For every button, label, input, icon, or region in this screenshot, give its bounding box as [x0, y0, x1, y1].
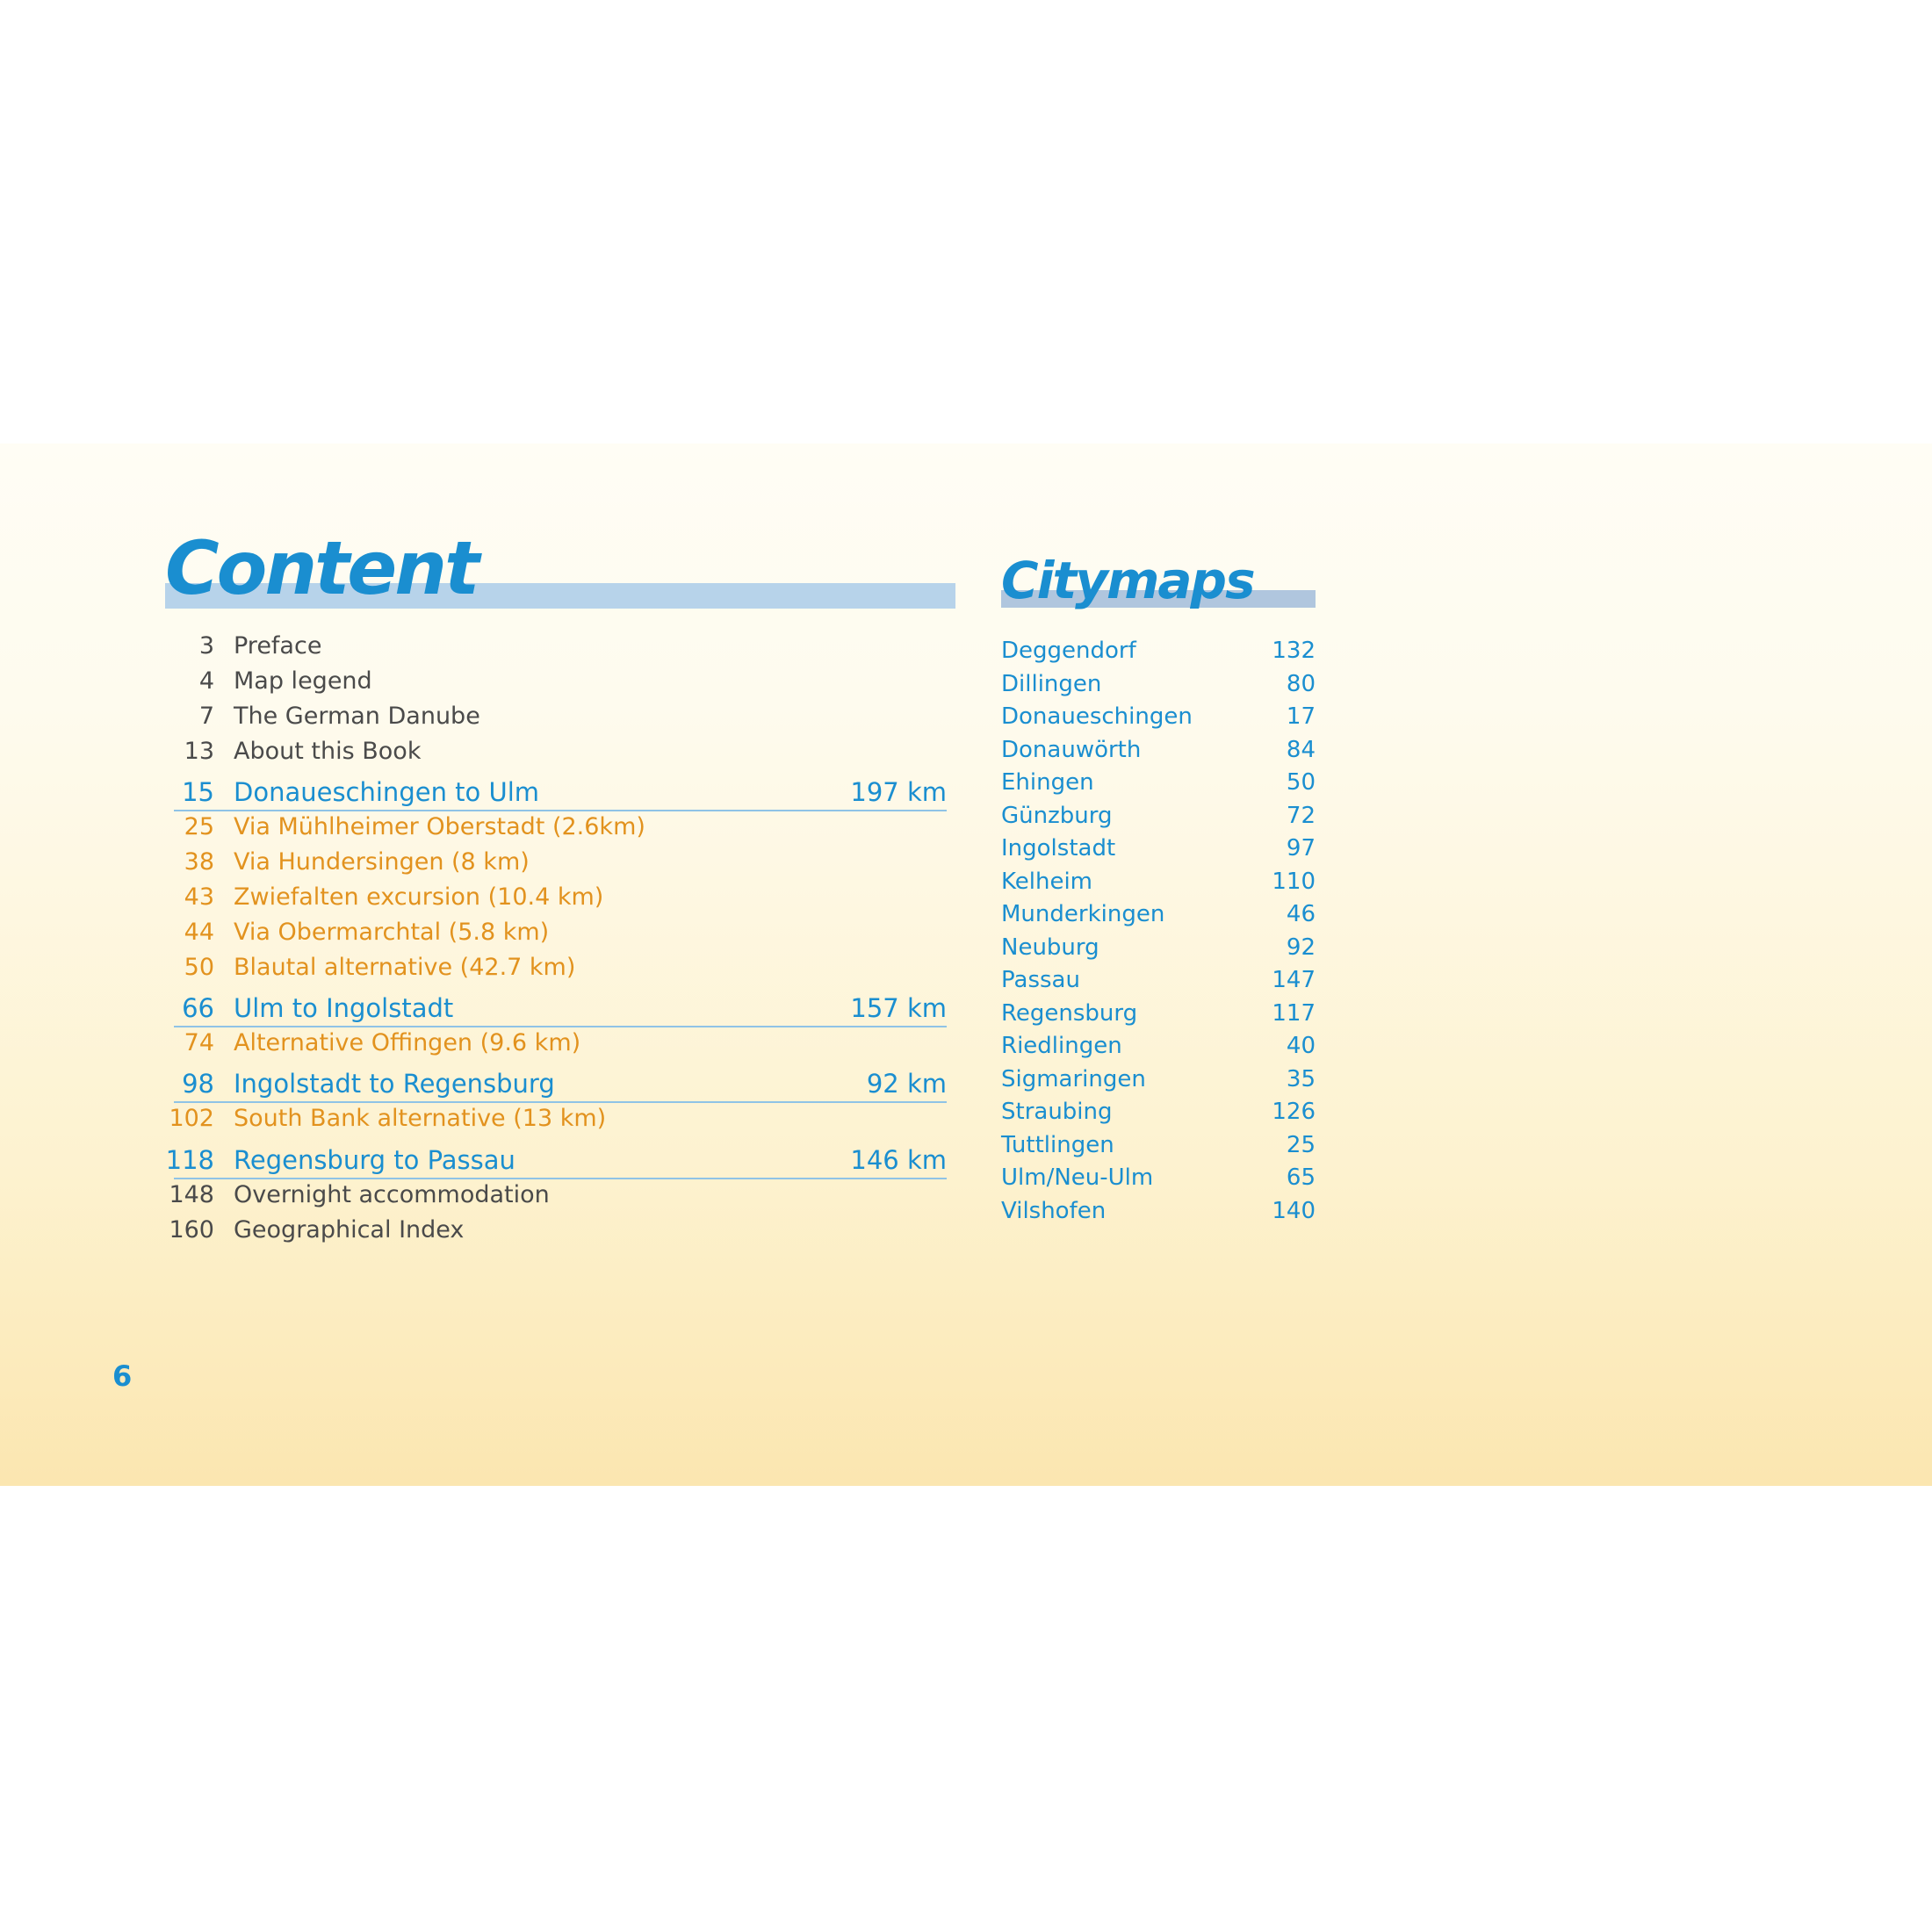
toc-title: Geographical Index: [234, 1216, 465, 1244]
toc-page-number: 66: [182, 993, 214, 1023]
toc-page-number: 43: [184, 883, 214, 911]
citymap-city: Kelheim: [1001, 868, 1092, 895]
citymap-city: Donaueschingen: [1001, 703, 1193, 730]
toc-page-number: 7: [198, 703, 214, 730]
toc-distance: 157 km: [850, 993, 947, 1023]
citymap-page: 65: [1286, 1164, 1316, 1191]
toc-title: Map legend: [234, 667, 372, 695]
citymaps-heading: Citymaps: [1001, 551, 1254, 610]
toc-row: [165, 1101, 947, 1136]
toc-title: About this Book: [234, 738, 422, 765]
citymap-city: Dillingen: [1001, 670, 1102, 697]
toc-distance: 92 km: [866, 1069, 947, 1099]
citymap-city: Straubing: [1001, 1099, 1113, 1125]
toc-title: Zwiefalten excursion (10.4 km): [234, 883, 604, 911]
toc-title: Via Hundersingen (8 km): [234, 848, 530, 876]
citymap-page: 17: [1286, 703, 1316, 730]
citymap-row: [1001, 865, 1316, 898]
citymap-row: [1001, 997, 1316, 1030]
citymap-page: 40: [1286, 1033, 1316, 1059]
toc-title: Regensburg to Passau: [234, 1145, 515, 1175]
citymap-row: [1001, 963, 1316, 997]
toc-page-number: 148: [169, 1181, 214, 1208]
citymap-page: 50: [1286, 769, 1316, 796]
toc-route-row: [165, 1143, 947, 1179]
toc-page-number: 160: [169, 1216, 214, 1244]
citymap-page: 35: [1286, 1065, 1316, 1092]
citymap-row: [1001, 1029, 1316, 1063]
toc-route-row: [174, 1066, 947, 1103]
citymap-page: 72: [1286, 802, 1316, 829]
toc-row: [165, 880, 947, 915]
citymap-city: Passau: [1001, 967, 1080, 993]
toc-row: [165, 1178, 947, 1213]
citymap-city: Donauwörth: [1001, 736, 1142, 763]
citymap-city: Ingolstadt: [1001, 835, 1116, 861]
citymap-row: [1001, 799, 1316, 833]
citymap-city: Neuburg: [1001, 934, 1099, 961]
toc-row: [165, 629, 947, 664]
citymap-page: 140: [1272, 1197, 1316, 1224]
citymap-page: 80: [1286, 670, 1316, 697]
citymap-page: 97: [1286, 835, 1316, 861]
toc-page-number: 25: [184, 813, 214, 840]
page-number: 6: [112, 1359, 133, 1393]
citymap-city: Regensburg: [1001, 999, 1138, 1027]
toc-title: South Bank alternative (13 km): [234, 1105, 607, 1132]
toc-page-number: 98: [182, 1069, 214, 1099]
toc-page-number: 74: [184, 1029, 214, 1056]
citymap-city: Ehingen: [1001, 769, 1094, 796]
toc-title: Overnight accommodation: [234, 1181, 550, 1208]
toc-page-number: 44: [184, 919, 214, 946]
citymap-page: 117: [1272, 999, 1316, 1027]
citymap-page: 92: [1286, 934, 1316, 961]
toc-title: Ingolstadt to Regensburg: [234, 1069, 555, 1099]
citymap-row: [1001, 832, 1316, 865]
toc-title: Via Obermarchtal (5.8 km): [234, 919, 550, 946]
toc-row: [165, 699, 947, 734]
toc-row: [165, 950, 947, 985]
citymap-row: [1001, 1128, 1316, 1162]
toc-title: The German Danube: [234, 703, 480, 730]
citymap-page: 46: [1286, 901, 1316, 927]
citymap-city: Riedlingen: [1001, 1033, 1122, 1059]
citymap-city: Deggendorf: [1001, 638, 1136, 664]
citymap-city: Tuttlingen: [1001, 1131, 1114, 1158]
toc-page-number: 38: [184, 848, 214, 876]
toc-title: Donaueschingen to Ulm: [234, 777, 540, 807]
toc-row: [165, 845, 947, 880]
citymap-page: 132: [1272, 638, 1316, 664]
toc-page-number: 15: [182, 777, 214, 807]
toc-row: [165, 1213, 947, 1248]
toc-page-number: 4: [198, 667, 214, 695]
toc-title: Ulm to Ingolstadt: [234, 993, 454, 1023]
citymap-city: Sigmaringen: [1001, 1065, 1146, 1092]
citymap-city: Munderkingen: [1001, 901, 1165, 927]
toc-page-number: 50: [184, 954, 214, 981]
citymap-row: [1001, 1063, 1316, 1096]
toc-distance: 146 km: [850, 1145, 947, 1175]
citymap-row: [1001, 667, 1316, 701]
content-heading: Content: [165, 525, 478, 611]
citymap-page: 110: [1272, 868, 1316, 895]
citymap-row: [1001, 1161, 1316, 1194]
citymap-page: 84: [1286, 736, 1316, 763]
toc-page-number: 3: [198, 632, 214, 660]
citymap-row: [1001, 733, 1316, 767]
citymap-row: [1001, 1095, 1316, 1128]
citymap-row: [1001, 931, 1316, 964]
citymap-city: Ulm/Neu-Ulm: [1001, 1164, 1154, 1191]
toc-row: [165, 810, 947, 845]
citymap-page: 25: [1286, 1131, 1316, 1158]
citymap-row: [1001, 634, 1316, 667]
citymap-row: [1001, 766, 1316, 799]
toc-row: [165, 915, 947, 950]
toc-title: Via Mühlheimer Oberstadt (2.6km): [234, 813, 645, 840]
citymap-row: [1001, 1194, 1316, 1228]
citymap-page: 147: [1272, 967, 1316, 993]
toc-page-number: 102: [169, 1105, 214, 1132]
toc-page-number: 118: [165, 1145, 214, 1175]
citymap-row: [1001, 700, 1316, 733]
citymap-row: [1001, 898, 1316, 931]
citymap-city: Günzburg: [1001, 802, 1113, 829]
toc-page-number: 13: [184, 738, 214, 765]
toc-distance: 197 km: [850, 777, 947, 807]
toc-title: Alternative Offingen (9.6 km): [234, 1029, 581, 1056]
citymap-city: Vilshofen: [1001, 1197, 1107, 1224]
toc-title: Blautal alternative (42.7 km): [234, 954, 576, 981]
toc-title: Preface: [234, 632, 322, 660]
toc-row: [165, 734, 947, 769]
toc-row: [165, 1026, 947, 1061]
toc-route-row: [174, 991, 947, 1027]
citymap-page: 126: [1272, 1099, 1316, 1125]
toc-row: [165, 664, 947, 699]
toc-route-row: [174, 775, 947, 811]
